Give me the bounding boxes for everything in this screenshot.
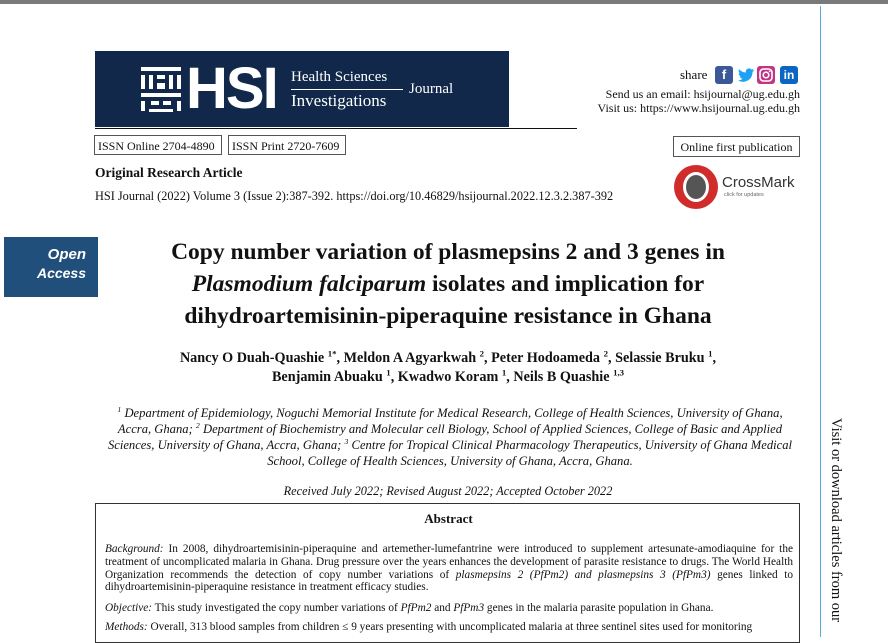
author-sup: 1* — [327, 348, 337, 359]
background-text: In 2008, dihydroartemisinin-piperaquine and artemether-lumefantrine were introduced to supplement artesunate-amodiaquine for the treatment of uncomplicated malaria in Ghana. Drug pressure over the years enhances the development of parasite resistance to drugs. The World Health Organization recommends the detection of copy number variations of — [105, 543, 793, 581]
logo-mark-icon — [139, 65, 183, 113]
title-line-1: Copy number variation of plasmepsins 2 and 3 genes in — [171, 239, 725, 265]
author-sup: 1 — [386, 367, 391, 378]
affiliation-text: Centre for Tropical Clinical Pharmacology Therapeutics, University of Ghana Medical School, College of Health Sciences, University of Ghana, Accra, Ghana. — [267, 438, 793, 468]
crossmark-icon — [674, 165, 718, 209]
header-rule — [95, 128, 577, 129]
title-line-3: dihydroartemisinin-piperaquine resistance in Ghana — [184, 303, 712, 329]
author-sep: , — [607, 350, 616, 366]
author-sup: 1,3 — [613, 367, 625, 378]
abstract-background — [105, 543, 793, 594]
facebook-icon[interactable]: f — [715, 66, 733, 84]
linkedin-icon[interactable]: in — [780, 66, 798, 84]
author-sep: , — [712, 350, 717, 366]
logo-line-2: Investigations — [291, 91, 387, 110]
instagram-icon[interactable] — [757, 66, 775, 84]
objective-text-2: and — [431, 602, 454, 614]
author-name: Peter Hodoameda — [491, 350, 601, 366]
author-sup: 2 — [479, 348, 485, 359]
share-label: share — [680, 67, 708, 82]
abstract-methods — [105, 621, 793, 634]
objective-gene-1: PfPm2 — [400, 602, 432, 614]
title-line-2-rest: isolates and implication for — [426, 271, 705, 297]
author-name: Benjamin Abuaku — [271, 369, 383, 385]
author-sep: , — [484, 350, 492, 366]
issn-print: ISSN Print 2720-7609 — [228, 135, 346, 155]
author-name: Neils B Quashie — [513, 369, 610, 385]
contact-email[interactable]: Send us an email: hsijournal@ug.edu.gh — [605, 87, 800, 101]
author-sup: 1 — [708, 348, 713, 359]
author-name: Nancy O Duah-Quashie — [179, 350, 325, 366]
online-first-badge: Online first publication — [673, 136, 800, 157]
affiliation-text: Department of Biochemistry and Molecular cell Biology, School of Applied Sciences, College of Basic and Applied Sciences, University of Ghana, Accra, Ghana; — [107, 422, 783, 452]
crossmark-label: CrossMark — [722, 174, 795, 191]
article-dates: Received July 2022; Revised August 2022; Accepted October 2022 — [283, 484, 613, 498]
author-line-2 — [112, 368, 784, 387]
affiliation-sup: 2 — [195, 420, 200, 430]
open-access-line-2: Access — [36, 265, 86, 281]
affiliation-text: Department of Epidemiology, Noguchi Memorial Institute for Medical Research, College of Health Sciences, University of Ghana, Accra, Ghana; — [117, 406, 783, 436]
open-access-badge — [4, 237, 98, 297]
twitter-icon[interactable] — [737, 66, 755, 84]
logo-journal-word: Journal — [409, 81, 454, 97]
background-text-2: genes linked to dihydroartemisinin-piperaquine resistance in treatment efficacy studies. — [105, 568, 794, 594]
author-name: Selassie Bruku — [615, 350, 705, 366]
article-type: Original Research Article — [95, 165, 243, 180]
logo-acronym: HSI — [186, 56, 277, 121]
author-list — [112, 349, 784, 387]
author-name: Meldon A Agyarkwah — [343, 350, 477, 366]
sidebar-vertical-text[interactable]: Visit or download articles from our — [828, 418, 844, 623]
crossmark-sub: click for updates — [724, 192, 764, 198]
journal-logo[interactable] — [95, 51, 509, 127]
author-sep: , — [390, 369, 398, 385]
affiliations — [104, 405, 796, 469]
issn-online: ISSN Online 2704-4890 — [94, 135, 222, 155]
background-label: Background: — [105, 543, 164, 555]
author-sep: , — [506, 369, 514, 385]
author-line-1 — [112, 349, 784, 368]
objective-label: Objective: — [105, 602, 153, 614]
objective-gene-2: PfPm3 — [453, 602, 485, 614]
author-sup: 2 — [603, 348, 608, 359]
abstract-box — [95, 503, 800, 643]
abstract-title: Abstract — [424, 511, 473, 526]
contact-website[interactable]: Visit us: https://www.hsijournal.ug.edu.gh — [597, 101, 800, 115]
logo-divider — [291, 89, 403, 90]
abstract-objective — [105, 602, 793, 615]
title-species: Plasmodium falciparum — [191, 271, 427, 297]
author-name: Kwadwo Koram — [397, 369, 499, 385]
background-genes: plasmepsins 2 (PfPm2) and plasmepsins 3 (PfPm3) — [455, 568, 711, 581]
logo-line-1: Health Sciences — [291, 69, 388, 85]
affiliation-sup: 3 — [344, 436, 349, 446]
objective-text-3: genes in the malaria parasite population in Ghana. — [484, 602, 714, 614]
title-line-2 — [110, 268, 786, 300]
objective-text: This study investigated the copy number variations of — [152, 602, 401, 614]
affiliation-sup: 1 — [117, 404, 122, 414]
crossmark-button[interactable] — [674, 165, 800, 209]
methods-text: Overall, 313 blood samples from children ≤ 9 years presenting with uncomplicated malaria at three sentinel sites used for monitoring — [147, 621, 753, 633]
article-title — [110, 236, 786, 332]
author-sup: 1 — [501, 367, 507, 378]
top-border — [0, 0, 888, 4]
citation-doi[interactable]: HSI Journal (2022) Volume 3 (Issue 2):387-392. https://doi.org/10.46829/hsijournal.2022.12.3.2.387-392 — [95, 189, 614, 203]
author-sep: , — [336, 350, 344, 366]
methods-label: Methods: — [105, 621, 148, 633]
open-access-line-1: Open — [47, 246, 86, 263]
